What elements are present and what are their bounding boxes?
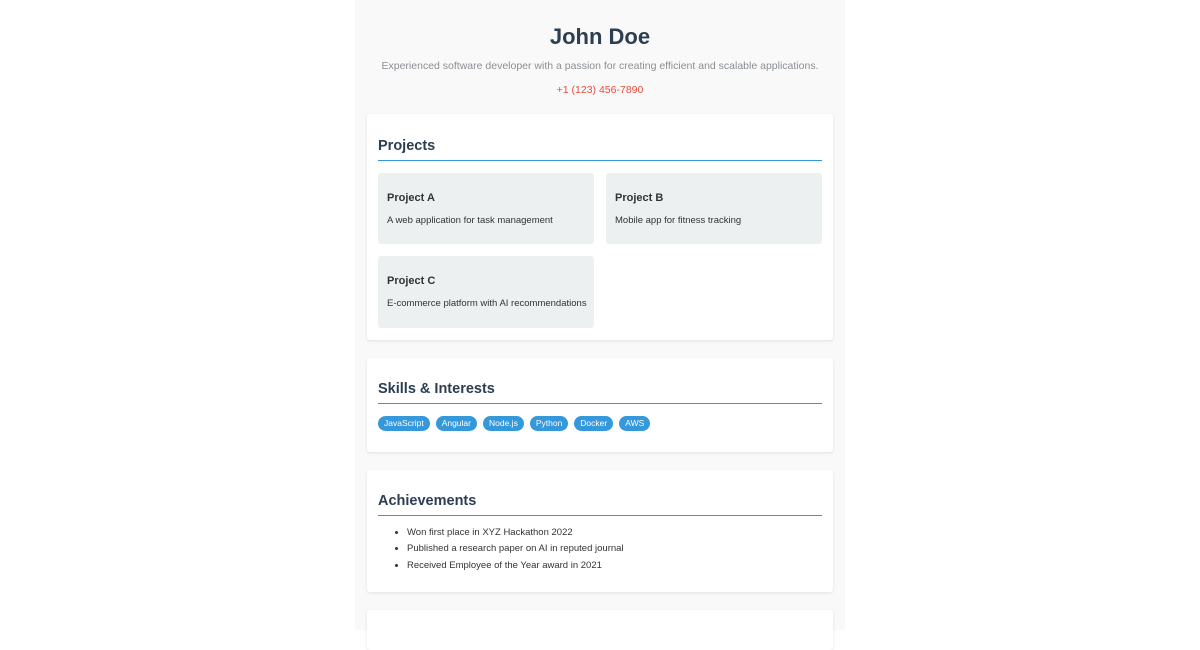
achievements-list	[392, 527, 624, 576]
project-name: Project A	[387, 192, 435, 204]
list-item: • Published a research paper on AI in reputed journal	[407, 543, 624, 559]
section-title: Skills & Interests	[378, 381, 822, 404]
project-description: Mobile app for fitness tracking	[615, 215, 742, 226]
projects-section	[367, 114, 833, 340]
skill-tags	[378, 416, 650, 431]
profile-phone[interactable]: +1 (123) 456-7890	[556, 84, 644, 96]
list-item: • Won first place in XYZ Hackathon 2022	[407, 527, 624, 543]
list-item: • Received Employee of the Year award in 2021	[407, 560, 624, 576]
project-card[interactable]	[378, 173, 594, 244]
project-name: Project C	[387, 275, 436, 287]
project-description: E-commerce platform with AI recommendations	[387, 298, 587, 309]
section-title: Projects	[378, 138, 822, 161]
skill-tag: Node.js	[483, 416, 524, 431]
project-card[interactable]	[606, 173, 822, 244]
next-section	[367, 610, 833, 650]
skills-section	[367, 358, 833, 452]
achievements-section	[367, 470, 833, 592]
project-description: A web application for task management	[387, 215, 553, 226]
resume-container	[355, 0, 845, 630]
project-name: Project B	[615, 192, 664, 204]
skill-tag: JavaScript	[378, 416, 430, 431]
skill-tag: Angular	[436, 416, 477, 431]
profile-name: John Doe	[549, 24, 651, 49]
project-card[interactable]	[378, 256, 594, 328]
section-title: Achievements	[378, 493, 822, 516]
skill-tag: AWS	[619, 416, 650, 431]
skill-tag: Docker	[574, 416, 613, 431]
skill-tag: Python	[530, 416, 568, 431]
profile-bio: Experienced software developer with a passion for creating efficient and scalable applications.	[381, 60, 819, 72]
